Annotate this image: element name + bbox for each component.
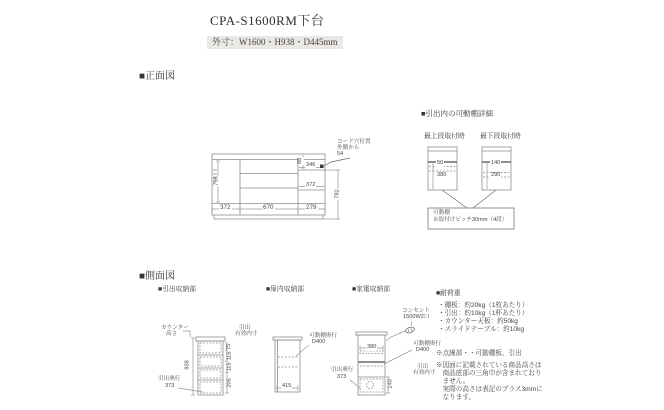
section-front-view: ■正面図 [139,71,176,82]
dim-bay-372: 372 [306,182,316,188]
dim-width-372: 372 [220,204,231,211]
dim-appliance-inner-140: 140 [387,379,394,389]
outlet-icon [405,326,415,334]
dim-inner-115b: 115 [226,362,233,372]
outer-dimensions-badge: 外寸：W1600・H938・D445mm [207,36,343,49]
cord-hole-note-line1: コード穴位置 [337,139,371,145]
dim-width-279: 279 [306,204,317,211]
dim-detail-140: 140 [491,160,501,166]
section-appliance-storage: ■家電収納部 [352,286,391,293]
dim-inner-205: 205 [226,378,233,388]
label-outlet-1: コンセント [402,308,430,314]
dim-height-798: 798 [213,176,220,186]
label-appliance-inner-2: 有効内寸 [413,370,436,376]
dim-cord-gap-88: 88 [297,157,304,165]
label-shelf-depth-2: D400 [312,339,326,345]
label-appliance-inner-1: 引出 [417,364,429,370]
label-top-position: 最上段取付時 [424,133,465,140]
load-item-shelf: ・棚板：約20kg（1枚あたり） [438,302,529,309]
front-view-drawing [212,151,350,219]
dim-inner-115a: 115 [226,351,233,361]
label-drawer-inner-1: 引出 [239,325,251,331]
label-appliance-drawer-depth: 引出奥行 [331,367,354,373]
label-drawer-inner-2: 有効内寸 [235,331,258,337]
dim-height-938: 938 [184,360,191,370]
section-door-storage: ■扉内収納部 [266,286,305,293]
section-shelf-detail: ■引出内の可動棚詳細 [421,109,494,118]
cord-hole-note-line2: 外側から [337,145,360,151]
note-dotted-line: ※点線部・・可動棚板、引出 [436,350,522,357]
label-drawer-depth: 引出奥行 [158,376,181,382]
callout-shelf-line2: ※取付けピッチ30mm（4段） [433,217,508,223]
load-item-slide-table: ・スライドテーブル：約10kg [438,326,525,333]
section-side-view: ■側面図 [139,271,176,282]
label-appliance-shelf-depth-1: 可動棚奥行 [413,341,441,347]
dim-width-670: 670 [263,204,274,211]
dim-inner-width-415: 415 [282,383,292,389]
dim-drawer-depth-373: 373 [165,383,175,389]
note-height-line3: ません。 [436,378,470,385]
dim-detail-380: 380 [437,172,447,178]
label-counter-height-2: 高さ [166,331,178,337]
note-height-line5: なります。 [436,394,476,401]
dim-appliance-drawer-depth-373: 373 [337,374,347,380]
label-counter-height-1: カウンター [161,325,189,331]
dim-inner-75: 75 [226,343,233,351]
section-drawer-storage: ■引出収納部 [158,286,197,293]
side-view-drawings [178,321,415,395]
dim-height-782: 782 [334,189,341,199]
cord-hole-note-line3: 54 [337,151,344,157]
callout-shelf-line1: 可動棚 [433,210,450,216]
label-bottom-position: 最下段取付時 [480,133,521,140]
note-height-line4: 実際の高さは表記のプラス3mmに [436,386,543,393]
cord-hole-mark [320,165,324,169]
label-shelf-depth-1: 可動棚奥行 [309,333,337,339]
load-item-drawer: ・引出：約10kg（1杯あたり） [438,310,529,317]
section-load-capacity: ■耐荷重 [436,290,461,297]
dim-detail-50: 50 [437,160,444,166]
dim-slide-depth-380: 380 [367,344,377,350]
page-title: CPA-S1600RM下台 [210,13,325,28]
label-outlet-2: 1500W2口 [403,314,430,320]
label-appliance-shelf-depth-2: D400 [416,347,430,353]
dim-width-346: 346 [306,162,316,168]
load-item-counter: ・カウンター天板：約50kg [438,318,518,325]
note-height-line1: ※図面に記載されている商品高さは [436,362,542,369]
dim-detail-290: 290 [491,172,501,178]
note-height-line2: 商品底部の三角巾が含まれており [436,370,542,377]
